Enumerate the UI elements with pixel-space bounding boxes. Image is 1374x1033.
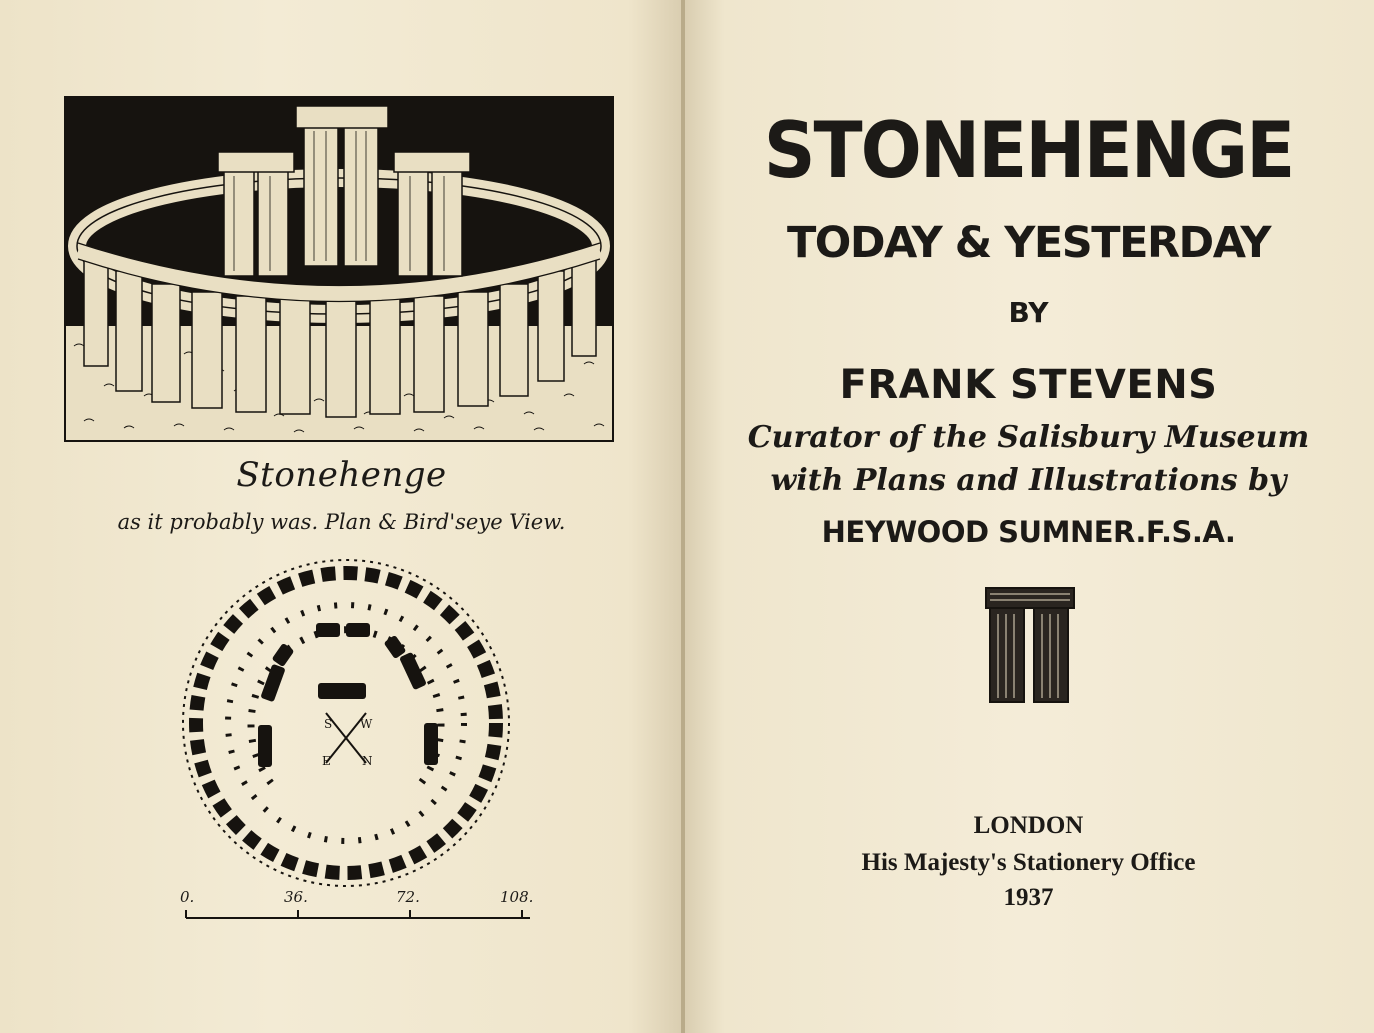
illustrator-name: HEYWOOD SUMNER.F.S.A. bbox=[821, 515, 1236, 549]
illustration-caption-title: Stonehenge bbox=[236, 455, 447, 495]
scale-label-108: 108. bbox=[500, 888, 534, 906]
author-role: Curator of the Salisbury Museum bbox=[747, 420, 1310, 455]
stonehenge-birdseye-engraving bbox=[64, 96, 614, 442]
trilithon-icon bbox=[984, 586, 1076, 704]
scale-label-36: 36. bbox=[284, 888, 308, 906]
publication-year: 1937 bbox=[1003, 884, 1054, 911]
publisher-name: His Majesty's Stationery Office bbox=[861, 849, 1196, 876]
plan-scale-bar bbox=[170, 888, 550, 938]
by-line: BY bbox=[1008, 296, 1049, 329]
stonehenge-ground-plan bbox=[176, 553, 516, 893]
scale-label-72: 72. bbox=[396, 888, 420, 906]
author-name: FRANK STEVENS bbox=[839, 362, 1218, 408]
publication-city: LONDON bbox=[973, 812, 1084, 839]
compass-e-label: E bbox=[322, 754, 331, 768]
book-title: STONEHENGE bbox=[763, 104, 1294, 196]
illustrations-line: with Plans and Illustrations by bbox=[770, 463, 1287, 498]
compass-s-label: S bbox=[324, 717, 333, 731]
scale-label-0: 0. bbox=[180, 888, 195, 906]
compass-w-label: W bbox=[360, 717, 373, 731]
book-subtitle: TODAY & YESTERDAY bbox=[786, 218, 1271, 268]
compass-n-label: N bbox=[362, 754, 373, 768]
illustration-caption-subtitle: as it probably was. Plan & Bird'seye View. bbox=[117, 510, 566, 534]
